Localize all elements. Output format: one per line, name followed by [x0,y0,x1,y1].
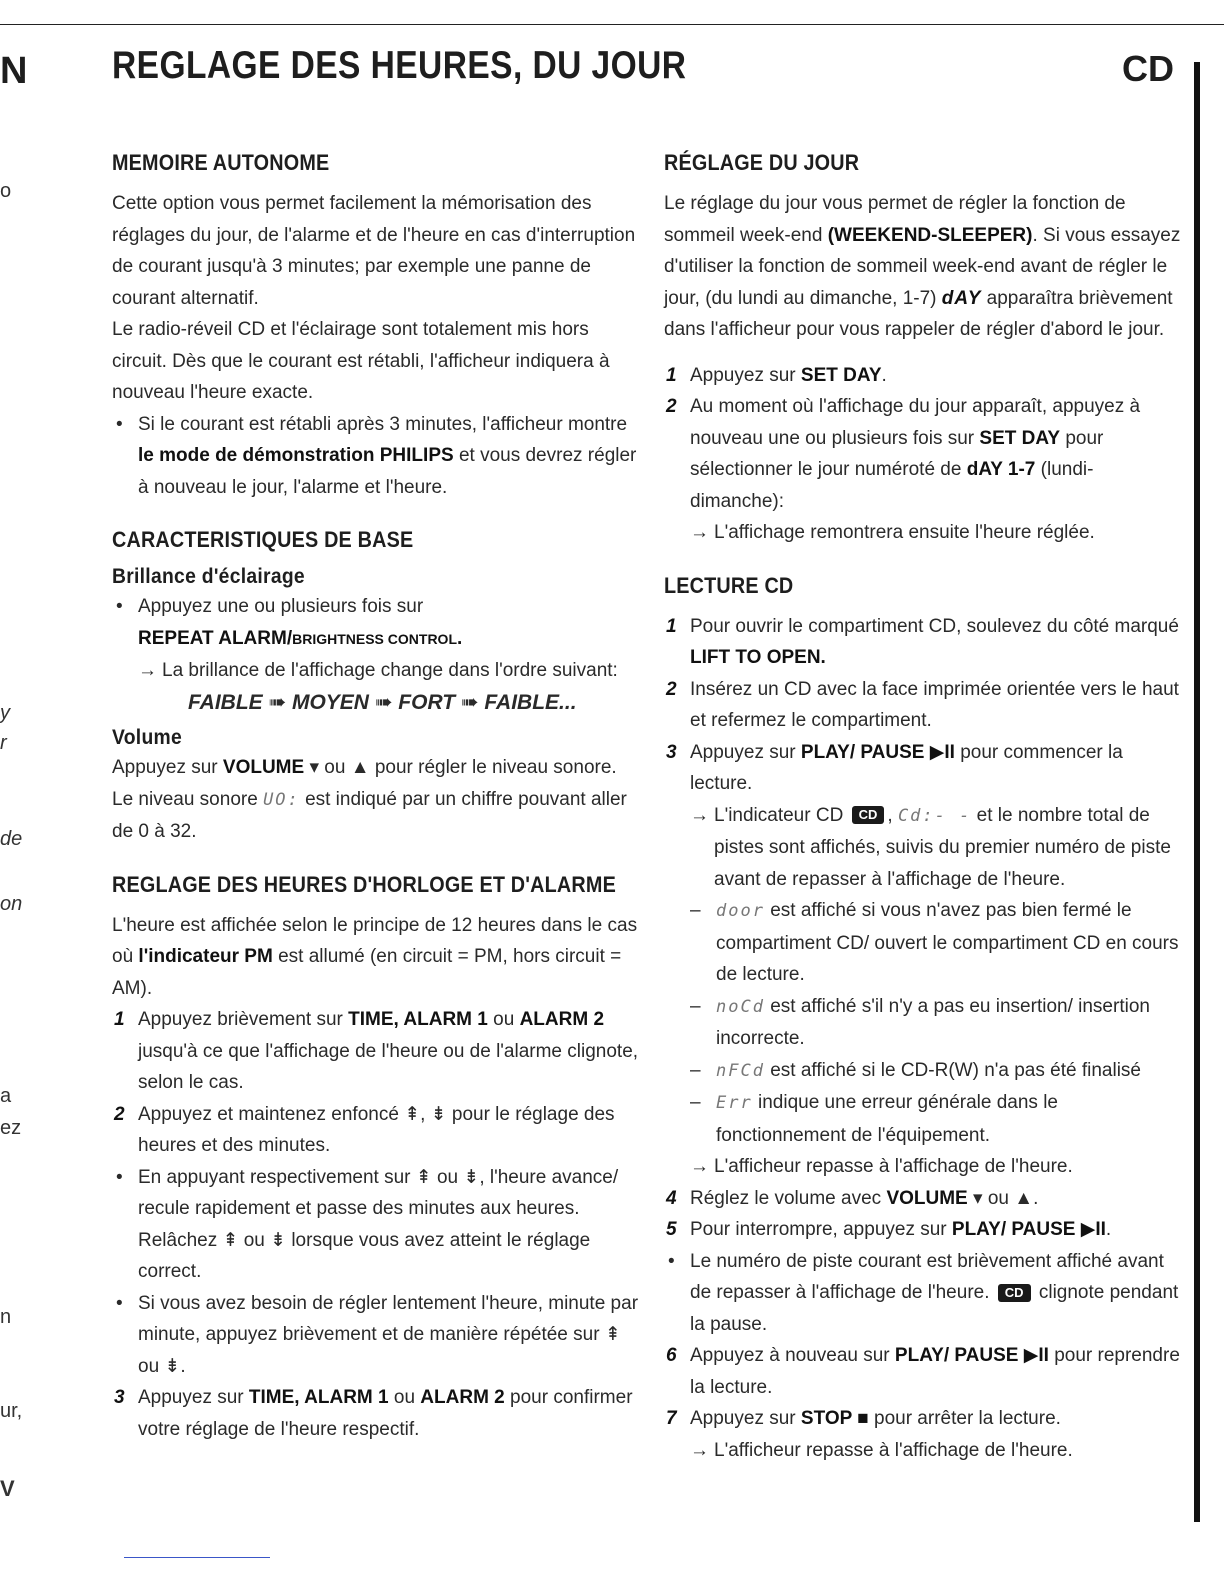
cd-indicator-badge: CD [852,806,885,824]
lcd-nocd-display: noCd [716,996,765,1017]
lcd-door-display: door [716,901,765,921]
volume-heading: Volume [112,726,183,749]
volume-paragraph: Appuyez sur VOLUME ▾ ou ▲ pour régler le niveau sonore. Le niveau sonore UO: est indiqué par un chiffre pouvant aller de 0 à 32. [112,757,627,842]
lecture-dash-nfcd: – nFCd est affiché si le CD-R(W) n'a pas été finalisé [690,1059,1141,1081]
lcd-cd-display: Cd:- - [897,805,972,826]
top-rule [0,24,1224,25]
lecture-dash-door: – door est affiché si vous n'avez pas bien fermé le compartiment CD/ ouvert le compartiment CD en cours de lecture. [690,900,1179,985]
arrow-icon: ➠ [374,690,393,714]
page-edge-bar [1194,62,1200,1522]
lecture-step-7: 7 Appuyez sur STOP ■ pour arrêter la lecture. → L'afficheur repasse à l'affichage de l'heure. [664,1403,1184,1466]
horloge-step-2: 2 Appuyez et maintenez enfoncé ⇞, ⇟ pour le réglage des heures et des minutes. [114,1103,615,1156]
brillance-heading: Brillance d'éclairage [112,565,305,588]
volume-up-icon: ▲ [350,757,370,778]
margin-fragment: V [0,1476,15,1501]
left-column [112,150,642,1469]
base-heading: CARACTERISTIQUES DE BASE [112,527,414,552]
down-arrow-icon: ⇟ [270,1229,287,1251]
memoire-heading: MEMOIRE AUTONOME [112,150,330,175]
brillance-bullet: • Appuyez une ou plusieurs fois sur REPEAT ALARM/BRIGHTNESS CONTROL. → La brillance de l'affichage change dans l'ordre suivant: FAIBLE ➠ MOYEN ➠ FORT ➠ FAIBLE... [112,591,642,718]
cd-indicator-badge: CD [998,1284,1031,1302]
jour-arrow-line: → L'affichage remontrera ensuite l'heure réglée. [690,517,1184,549]
repeat-alarm-label: REPEAT ALARM/ [138,627,293,649]
lecture-step-1: 1 Pour ouvrir le compartiment CD, soulevez du côté marqué LIFT TO OPEN. [666,615,1179,668]
lecture-dash-nocd: – noCd est affiché s'il n'y a pas eu insertion/ insertion incorrecte. [690,995,1150,1049]
lcd-nfcd-display: nFCd [716,1060,765,1081]
lecture-step-4: 4 Réglez le volume avec VOLUME ▾ ou ▲. [666,1187,1039,1209]
margin-fragment: y [0,702,10,724]
horloge-bullet-2: • Si vous avez besoin de régler lentement l'heure, minute par minute, appuyez brièvement et de manière répétée sur ⇞ ou ⇟. [116,1292,639,1377]
lecture-arrow-line-3: → L'afficheur repasse à l'affichage de l'heure. [690,1435,1184,1467]
lecture-arrow-line: → L'indicateur CD CD , Cd:- - et le nombre total de pistes sont affichés, suivis du premier numéro de piste avant de repasser à l'affichage de l'heure. [690,800,1184,896]
margin-fragment: a [0,1085,12,1107]
memoire-section [112,150,642,503]
horloge-heading: REGLAGE DES HEURES D'HORLOGE ET D'ALARME [112,871,616,897]
arrow-icon: ➠ [460,690,479,714]
memoire-paragraph-2: Le radio-réveil CD et l'éclairage sont totalement mis hors circuit. Dès que le courant est rétabli, l'afficheur indiquera à nouveau l'heure exacte. [112,319,610,403]
brightness-control-label: BRIGHTNESS CONTROL [292,630,457,647]
lcd-err-display: Err [716,1093,753,1113]
margin-fragment: on [0,893,23,915]
lecture-step-2: 2 Insérez un CD avec la face imprimée orientée vers le haut et refermez le compartiment. [666,678,1179,731]
right-column [664,150,1184,1490]
margin-fragment: o [0,180,12,202]
memoire-bullet: • Si le courant est rétabli après 3 minutes, l'afficheur montre le mode de démonstration PHILIPS et vous devrez régler à nouveau le jour, l'alarme et l'heure. [112,409,642,504]
lcd-volume-display: UO: [263,789,300,810]
lecture-step-5: 5 Pour interrompre, appuyez sur PLAY/ PAUSE ▶II. [666,1219,1112,1240]
arrow-icon: → [690,1156,709,1177]
volume-down-icon: ▾ [973,1187,983,1209]
jour-paragraph: Le réglage du jour vous permet de régler la fonction de sommeil week-end (WEEKEND-SLEEPER). Si vous essayez d'utiliser la fonction de sommeil week-end avant de régler le jour, (du lundi au dimanche, 1-7) dAY apparaîtra brièvement dans l'afficheur pour vous rappeler de régler d'abord le jour. [664,193,1181,340]
horloge-bullet-1: • En appuyant respectivement sur ⇞ ou ⇟, l'heure avance/ recule rapidement et passe des minutes aux heures. Relâchez ⇞ ou ⇟ lorsque vous avez atteint le réglage correct. [116,1166,619,1282]
margin-fragment: n [0,1306,12,1328]
base-section [112,527,642,848]
margin-fragment: ez [0,1117,22,1139]
page-title: REGLAGE DES HEURES, DU JOUR [112,44,687,87]
footnote-rule [124,1557,270,1558]
lecture-step-3: 3 Appuyez sur PLAY/ PAUSE ▶II pour commencer la lecture. → L'indicateur CD CD , Cd:- - et le nombre total de pistes sont affichés, suivis du premier numéro de piste avant de repasser à l'affichage de l'heure. – door est affiché si vous n'avez pas bien fermé le compartiment CD/ ouvert le compartiment CD en cours de lecture. – noCd est affiché s'il n'y a pas eu insertion/ insertion incorrecte. – nFCd est affiché si le CD-R(W) n'a pas été finalisé – Err indique une erreur générale dans le fonctionnement de l'équipement. → L'afficheur repasse à l'affichage de l'heure. [664,737,1184,1183]
lecture-dash-err: – Err indique une erreur générale dans le fonctionnement de l'équipement. [690,1092,1058,1146]
jour-step-1: 1 Appuyez sur SET DAY. [666,364,887,386]
lecture-step-6: 6 Appuyez à nouveau sur PLAY/ PAUSE ▶II pour reprendre la lecture. [666,1345,1180,1398]
brightness-sequence: FAIBLE ➠ MOYEN ➠ FORT ➠ FAIBLE... [188,690,577,714]
horloge-step-1: 1 Appuyez brièvement sur TIME, ALARM 1 ou ALARM 2 jusqu'à ce que l'affichage de l'heure ou de l'alarme clignote, selon le cas. [114,1009,639,1093]
arrow-icon: ➠ [268,690,287,714]
margin-fragment: r [0,732,7,754]
margin-fragment: de [0,828,23,850]
volume-up-icon: ▲ [1014,1187,1034,1209]
header-left-fragment: N [0,50,28,92]
horloge-paragraph: L'heure est affichée selon le principe de 12 heures dans le cas où l'indicateur PM est allumé (en circuit = PM, hors circuit = AM). [112,914,638,999]
lecture-heading: LECTURE CD [664,572,794,598]
jour-section [664,150,1184,549]
up-arrow-icon: ⇞ [604,1324,621,1345]
horloge-step-3: 3 Appuyez sur TIME, ALARM 1 ou ALARM 2 pour confirmer votre réglage de l'heure respectif. [114,1387,633,1440]
jour-step-2: 2 Au moment où l'affichage du jour apparaît, appuyez à nouveau une ou plusieurs fois sur SET DAY pour sélectionner le jour numéroté de dAY 1-7 (lundi-dimanche): → L'affichage remontrera ensuite l'heure réglée. [664,391,1184,549]
lecture-section [664,573,1184,1467]
arrow-icon: → [690,804,709,826]
arrow-icon: → [138,660,157,681]
horloge-section [112,872,642,1446]
down-arrow-icon: ⇟ [164,1355,181,1377]
lecture-bullet: • Le numéro de piste courant est brièvement affiché avant de repasser à l'affichage de l'heure. CD clignote pendant la pause. [668,1250,1179,1335]
down-arrow-icon: ⇟ [463,1166,480,1188]
up-down-arrows-icon: ⇞, ⇟ [404,1103,447,1125]
margin-fragment: ur, [0,1400,23,1422]
header-right-fragment: CD [1122,48,1174,89]
jour-heading: RÉGLAGE DU JOUR [664,150,860,175]
lcd-day-display: dAY [941,287,982,309]
up-arrow-icon: ⇞ [222,1229,239,1251]
arrow-icon: → [690,1439,709,1461]
lecture-arrow-line-2: → L'afficheur repasse à l'affichage de l'heure. [690,1151,1184,1183]
volume-down-icon: ▾ [309,757,320,778]
up-arrow-icon: ⇞ [415,1166,432,1188]
memoire-paragraph-1: Cette option vous permet facilement la mémorisation des réglages du jour, de l'alarme et de l'heure en cas d'interruption de courant jusqu'à 3 minutes; par exemple une panne de courant alternatif. [112,193,636,309]
brillance-arrow-line: → La brillance de l'affichage change dans l'ordre suivant: [138,655,642,687]
arrow-icon: → [690,522,709,543]
